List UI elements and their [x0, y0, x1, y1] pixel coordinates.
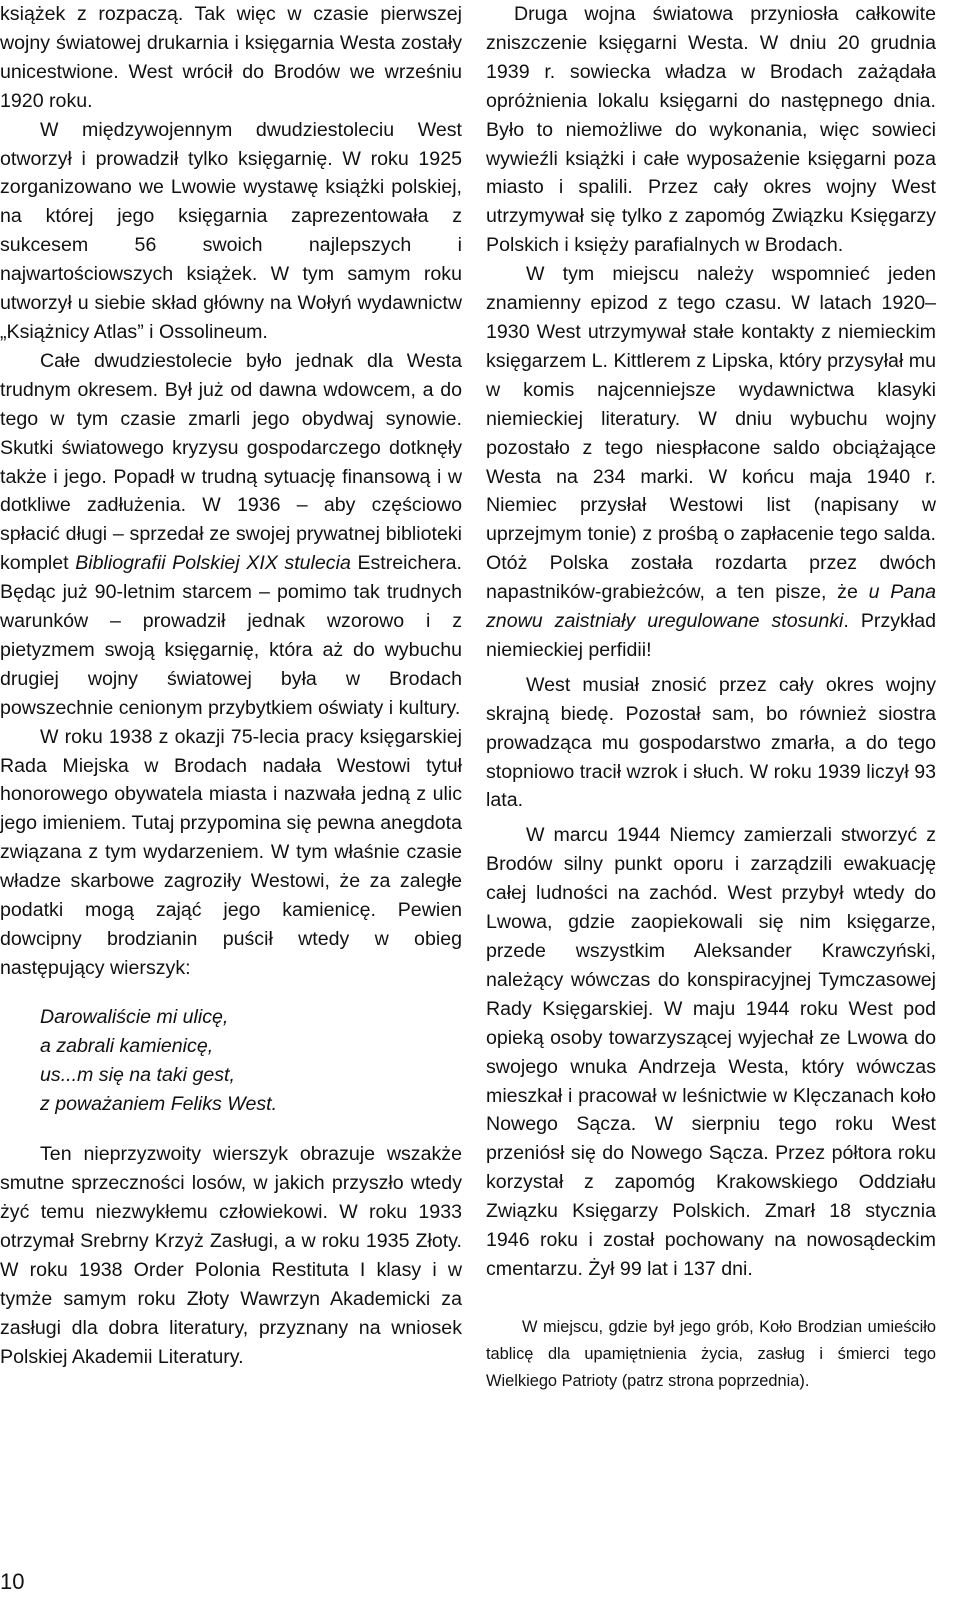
- right-column: [486, 0, 936, 1395]
- paragraph: książek z rozpaczą. Tak więc w czasie pierwszej wojny światowej drukarnia i księgarnia Westa zostały unicestwione. West wrócił do Brodów we wrześniu 1920 roku.: [0, 3, 462, 112]
- paragraph-text: . Przykład niemieckiej perfidii!: [486, 610, 936, 661]
- page-number: 10: [0, 1569, 25, 1594]
- book-title: Bibliografii Polskiej XIX stulecia: [75, 552, 351, 575]
- paragraph: W roku 1938 z okazji 75-lecia pracy księgarskiej Rada Miejska w Brodach nadała Westowi tytuł honorowego obywatela miasta i nazwała jedną z ulic jego imieniem. Tutaj przypomina się pewna anegdota związana z tym wydarzeniem. W tym właśnie czasie władze skarbowe zagroziły Westowi, że za zaległe podatki mogą zająć jego kamienicę. Pewien dowcipny brodzianin puścił wtedy w obieg następujący wierszyk:: [0, 725, 462, 979]
- paragraph: [486, 260, 936, 665]
- paragraph: Ten nieprzyzwoity wierszyk obrazuje wszakże smutne sprzeczności losów, w jakich przyszło wtedy żyć temu niezwykłemu człowiekowi. W roku 1933 otrzymał Srebrny Krzyż Zasługi, a w roku 1935 Złoty. W roku 1938 Order Polonia Restituta I klasy i w tymże samym roku Złoty Wawrzyn Akademicki za zasługi dla dobra literatury, przyznany na wniosek Polskiej Akademii Literatury.: [0, 1143, 462, 1368]
- poem: [40, 1003, 462, 1119]
- paragraph-text: Całe dwudziestolecie było jednak dla Westa trudnym okresem. Był już od dawna wdowcem, a do tego w tym czasie zmarli jego obydwaj synowie. Skutki światowego kryzysu gospodarczego dotknęły także i jego. Popadł w trudną sytuację finansową i w dotkliwe zadłużenia. W 1936 – aby częściowo spłacić długi – sprzedał ze swojej prywatnej biblioteki komplet: [0, 349, 462, 575]
- poem-line: us...m się na taki gest,: [40, 1063, 235, 1086]
- poem-line: Darowaliście mi ulicę,: [40, 1005, 229, 1028]
- paragraph: Druga wojna światowa przyniosła całkowite zniszczenie księgarni Westa. W dniu 20 grudnia 1939 r. sowiecka władza w Brodach zażądała opróżnienia lokalu księgarni do następnego dnia. Było to niemożliwe do wykonania, więc sowieci wywieźli książki i całe wyposażenie księgarni poza miasto i spalili. Przez cały okres wojny West utrzymywał się tylko z zapomóg Związku Księgarzy Polskich i księży parafialnych w Brodach.: [486, 3, 936, 257]
- paragraph: West musiał znosić przez cały okres wojny skrajną biedę. Pozostał sam, bo również siostra prowadząca mu gospodarstwo zmarła, a do tego stopniowo tracił wzrok i słuch. W roku 1939 liczył 93 lata.: [486, 673, 936, 812]
- paragraph-text: Estreichera. Będąc już 90-letnim starcem – pomimo tak trudnych warunków – prowadził jednak wzorowo i z pietyzmem swoją księgarnię, która aż do wybuchu drugiej wojny światowej była w Brodach powszechnie cenionym przybytkiem oświaty i kultury.: [0, 552, 462, 719]
- paragraph: [0, 347, 462, 723]
- paragraph: W marcu 1944 Niemcy zamierzali stworzyć z Brodów silny punkt oporu i zarządzili ewakuację całej ludności na zachód. West przybył wtedy do Lwowa, gdzie zaopiekowali się nim księgarze, przede wszystkim Aleksander Krawczyński, należący wówczas do konspiracyjnej Tymczasowej Rady Księgarskiej. W maju 1944 roku West pod opieką osoby towarzyszącej wyjechał ze Lwowa do swojego wnuka Andrzeja Westa, który wówczas mieszkał i pracował w leśnictwie w Klęczanach koło Nowego Sącza. W sierpniu tego roku West przeniósł się do Nowego Sącza. Przez półtora roku korzystał z zapomóg Krakowskiego Oddziału Związku Księgarzy Polskich. Zmarł 18 stycznia 1946 roku i został pochowany na nowosądeckim cmentarzu. Żył 99 lat i 137 dni.: [486, 824, 936, 1280]
- poem-line: a zabrali kamienicę,: [40, 1034, 214, 1057]
- quote: u Pana znowu zaistniały uregulowane stosunki: [486, 581, 936, 633]
- left-column: [0, 0, 462, 1372]
- paragraph: W międzywojennym dwudziestoleciu West otworzył i prowadził tylko księgarnię. W roku 1925 zorganizowano we Lwowie wystawę książki polskiej, na której jego księgarnia zaprezentowała z sukcesem 56 swoich najlepszych i najwartościowszych książek. W tym samym roku utworzył u siebie skład główny na Wołyń wydawnictw „Książnicy Atlas” i Ossolineum.: [0, 118, 462, 343]
- poem-line: z poważaniem Feliks West.: [40, 1092, 278, 1115]
- paragraph-text: W tym miejscu należy wspomnieć jeden znamienny epizod z tego czasu. W latach 1920–1930 West utrzymywał stałe kontakty z niemieckim księgarzem L. Kittlerem z Lipska, który przysyłał mu w komis najcenniejsze wydawnictwa klasyki niemieckiej literatury. W dniu wybuchu wojny pozostało z tego niespłacone saldo obciążające Westa na 234 marki. W końcu maja 1940 r. Niemiec przysłał Westowi list (napisany w uprzejmym tonie) z prośbą o zapłacenie tego salda. Otóż Polska została rozdarta przez dwóch napastników-grabieżców, a ten pisze, że: [486, 263, 936, 604]
- photo-caption: W miejscu, gdzie był jego grób, Koło Brodzian umieściło tablicę dla upamiętnienia życia, zasług i śmierci tego Wielkiego Patrioty (patrz strona poprzednia).: [486, 1317, 936, 1390]
